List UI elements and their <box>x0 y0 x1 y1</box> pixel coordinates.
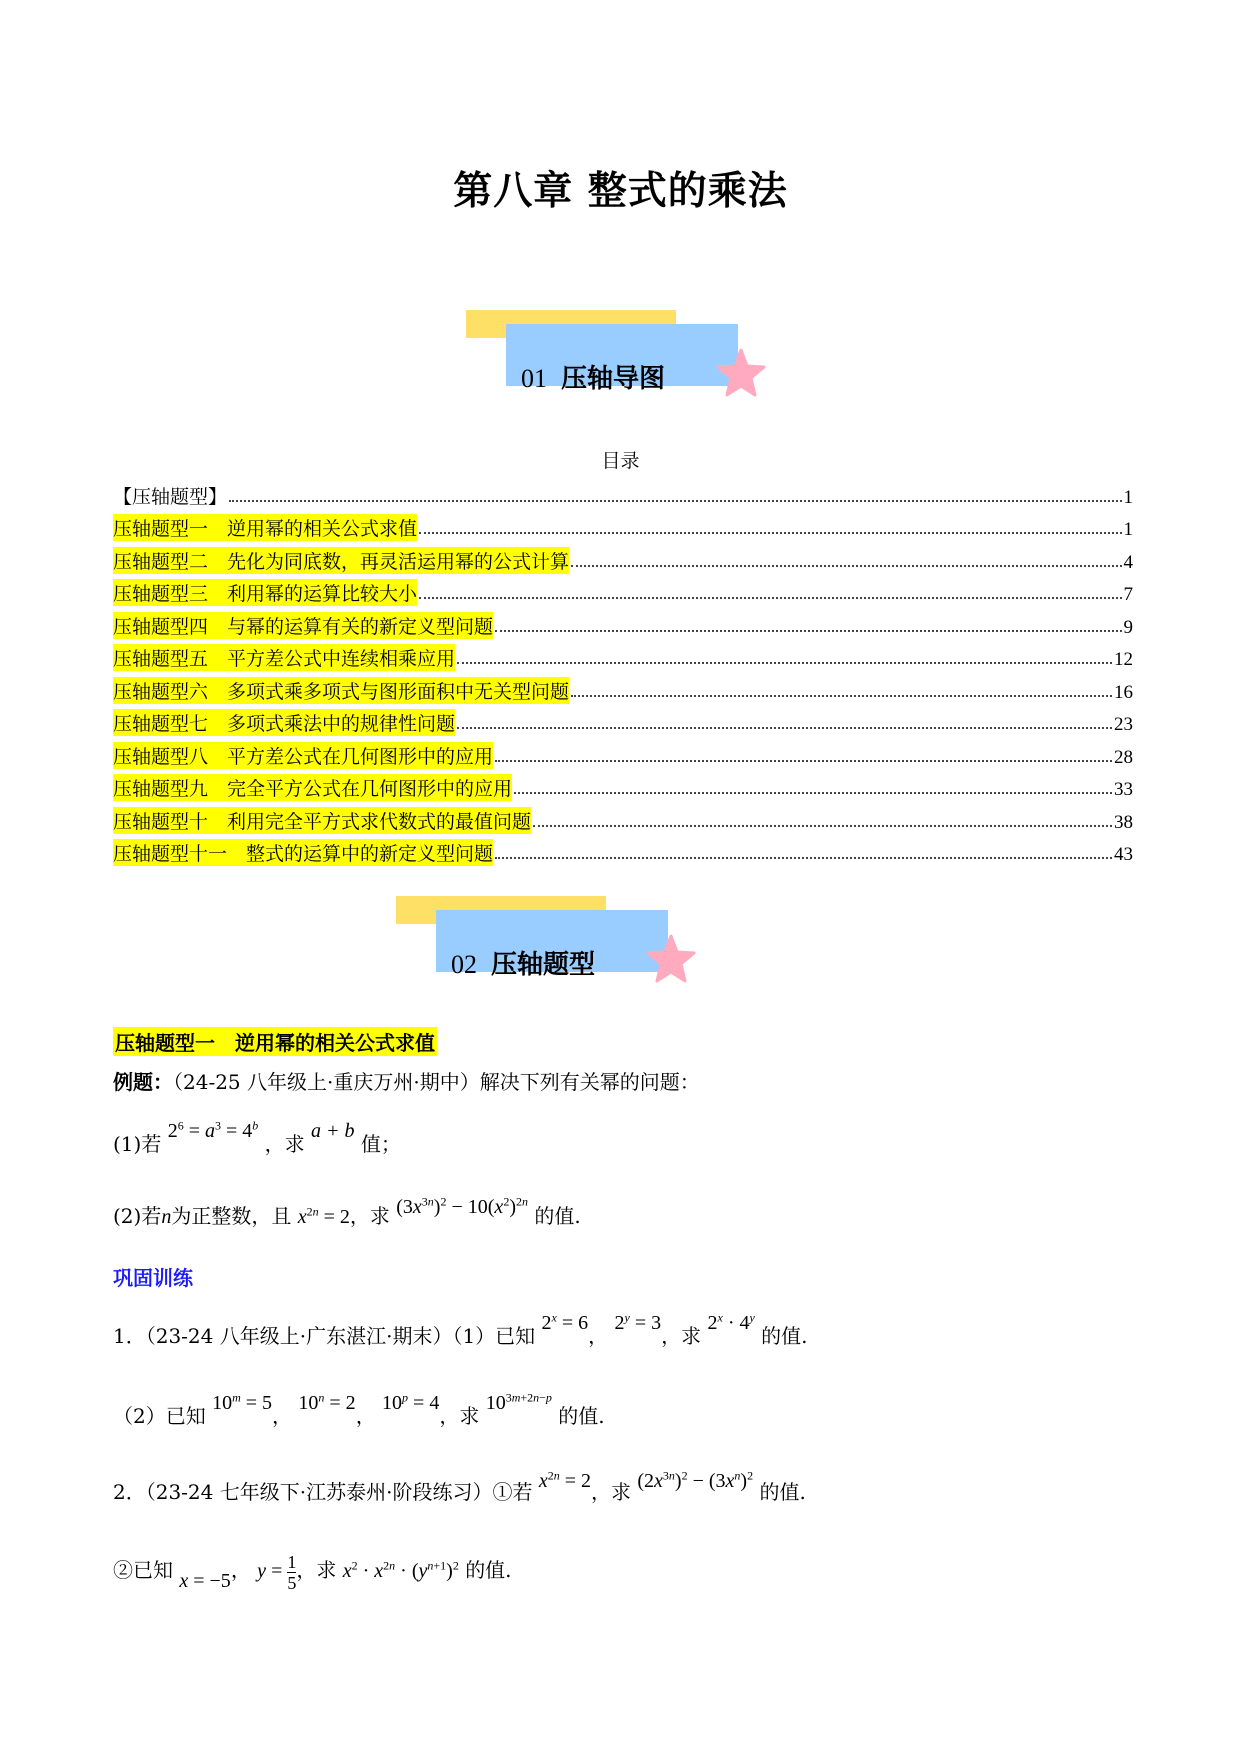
toc-leader-dots <box>533 824 1112 827</box>
formula: y = $\frac{1}{5}$ <box>257 1552 297 1593</box>
formula: $10^{3m+2n-p}$ <box>485 1390 552 1414</box>
formula: $2^6 = a^3 = 4^b$ <box>167 1118 259 1142</box>
toc-entry-label: 压轴题型一 逆用幂的相关公式求值 <box>113 514 417 541</box>
toc-leader-dots <box>495 629 1121 632</box>
formula: $10^m = 5$ <box>212 1390 273 1414</box>
toc-entry-label: 压轴题型五 平方差公式中连续相乘应用 <box>113 644 455 671</box>
toc-entry[interactable] <box>113 671 1133 704</box>
toc-entry-page: 4 <box>1123 551 1133 573</box>
toc-entry-page: 7 <box>1123 584 1133 605</box>
toc-leader-dots <box>571 564 1121 567</box>
formula: $(2x^{3n})^2 - (3x^n)^2$ <box>637 1468 754 1492</box>
formula: a + b <box>310 1120 355 1142</box>
practice-1-part-2: （2）已知 $10^m = 5$， $10^n = 2$， $10^p = 4$，求 $10^{3m+2n-p}$ 的值. <box>113 1390 605 1428</box>
toc-entry-label: 【压轴题型】 <box>113 485 228 508</box>
practice-heading: 巩固训练 <box>113 1266 193 1290</box>
toc-leader-dots <box>514 791 1112 794</box>
toc-entry[interactable] <box>113 541 1133 574</box>
formula: $x^{2n} = 2$ <box>538 1468 591 1492</box>
toc-entry-page: 1 <box>1123 486 1133 508</box>
formula: x = −5 <box>179 1570 231 1593</box>
toc-entry-page: 38 <box>1114 811 1133 833</box>
question-2: (2)若n为正整数，且 $x^{2n} = 2$，求 $(3x^{3n})^2 - 10(x^2)^{2n}$ 的值. <box>113 1194 581 1228</box>
toc-entry[interactable] <box>113 834 1133 867</box>
example-label: 例题： <box>113 1070 173 1094</box>
banner-number: 01 <box>521 364 547 393</box>
section-banner-mindmap <box>466 310 796 410</box>
banner-label: 压轴题型 <box>491 950 596 980</box>
toc-entry-page: 9 <box>1123 616 1133 638</box>
toc-leader-dots <box>419 596 1121 599</box>
toc-entry[interactable] <box>113 476 1133 509</box>
toc-leader-dots <box>495 759 1112 762</box>
toc-entry[interactable] <box>113 704 1133 737</box>
question-1: (1)若 $2^6 = a^3 = 4^b$ ，求 a + b 值； <box>113 1118 401 1156</box>
toc-entry[interactable] <box>113 769 1133 802</box>
example-line <box>113 1066 700 1095</box>
toc-entry-page: 12 <box>1114 649 1133 670</box>
toc-leader-dots <box>419 531 1121 534</box>
toc-entry-label: 压轴题型四 与幂的运算有关的新定义型问题 <box>113 612 493 639</box>
practice-2-part-2: ②已知 x = −5， y = $\frac{1}{5}$ ，求 $x^2 \cdot x^{2n} \cdot (y^{n+1})^2$ 的值. <box>113 1552 512 1593</box>
toc-entry[interactable] <box>113 639 1133 672</box>
banner-number: 02 <box>451 950 477 979</box>
toc-entry-page: 1 <box>1123 519 1133 540</box>
formula: $x^{2n} = 2$ <box>297 1204 350 1228</box>
formula: $x^2 \cdot x^{2n} \cdot (y^{n+1})^2$ <box>342 1558 459 1583</box>
toc-leader-dots <box>495 856 1112 859</box>
banner-label: 压轴导图 <box>561 364 666 394</box>
toc-leader-dots <box>457 726 1112 729</box>
practice-2: 2．（23-24 七年级下·江苏泰州·阶段练习）①若 $x^{2n} = 2$，求 $(2x^{3n})^2 - (3x^n)^2$ 的值. <box>113 1468 806 1504</box>
toc-leader-dots <box>571 694 1112 697</box>
toc-entry-label: 压轴题型六 多项式乘多项式与图形面积中无关型问题 <box>113 677 569 704</box>
formula: $2^x = 6$ <box>541 1310 589 1334</box>
formula: $10^p = 4$ <box>382 1390 440 1414</box>
table-of-contents <box>113 476 1133 866</box>
toc-entry-label: 压轴题型八 平方差公式在几何图形中的应用 <box>113 742 493 769</box>
page-title: 第八章 整式的乘法 <box>453 169 788 214</box>
toc-heading: 目录 <box>601 450 640 472</box>
toc-entry-label: 压轴题型九 完全平方公式在几何图形中的应用 <box>113 774 512 801</box>
toc-entry-page: 23 <box>1114 714 1133 735</box>
star-icon <box>716 348 766 398</box>
toc-entry-page: 33 <box>1114 779 1133 800</box>
toc-entry[interactable] <box>113 574 1133 607</box>
star-icon <box>646 934 696 984</box>
section-banner-problems <box>396 896 726 996</box>
practice-1: 1．（23-24 八年级上·广东湛江·期末）（1）已知 $2^x = 6$， $2^y = 3$，求 $2^x \cdot 4^y$ 的值. <box>113 1310 808 1348</box>
formula: $10^n = 2$ <box>298 1390 356 1414</box>
toc-entry-label: 压轴题型十 利用完全平方式求代数式的最值问题 <box>113 807 531 834</box>
toc-entry-label: 压轴题型七 多项式乘法中的规律性问题 <box>113 709 455 736</box>
toc-entry-label: 压轴题型三 利用幂的运算比较大小 <box>113 579 417 606</box>
toc-entry-page: 43 <box>1114 844 1133 865</box>
toc-entry[interactable] <box>113 801 1133 834</box>
toc-leader-dots <box>229 499 1121 502</box>
toc-entry[interactable] <box>113 509 1133 542</box>
example-text: （24-25 八年级上·重庆万州·期中）解决下列有关幂的问题： <box>173 1070 700 1094</box>
formula: $(3x^{3n})^2 - 10(x^2)^{2n}$ <box>396 1194 528 1218</box>
toc-entry-page: 16 <box>1114 681 1133 703</box>
toc-entry[interactable] <box>113 736 1133 769</box>
toc-leader-dots <box>457 661 1112 664</box>
formula: $2^x \cdot 4^y$ <box>707 1310 755 1334</box>
toc-entry-label: 压轴题型十一 整式的运算中的新定义型问题 <box>113 839 493 866</box>
toc-entry[interactable] <box>113 606 1133 639</box>
formula: $2^y = 3$ <box>614 1310 662 1334</box>
toc-entry-page: 28 <box>1114 746 1133 768</box>
section-heading: 压轴题型一 逆用幂的相关公式求值 <box>113 1027 437 1056</box>
toc-entry-label: 压轴题型二 先化为同底数，再灵活运用幂的公式计算 <box>113 547 569 574</box>
